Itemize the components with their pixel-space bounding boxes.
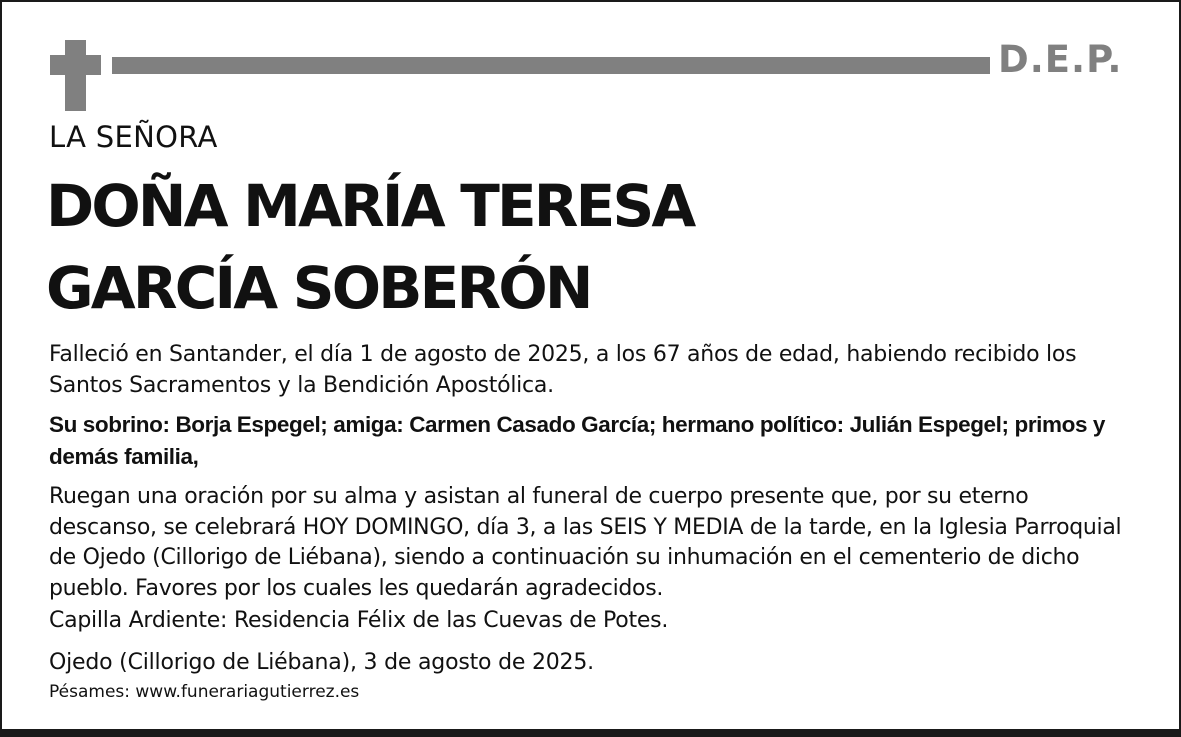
funeral-details: Ruegan una oración por su alma y asistan al funeral de cuerpo presente que, por su eterno descanso, se celebrará HOY DOMINGO, día 3, a las SEIS Y MEDIA de la tarde, en la Iglesia Parroquial de Ojedo (Cillorigo de Liébana), siendo a continuación su inhumación en el cementerio de dicho pueblo. Favores por los cuales les quedarán agradecidos.	[49, 484, 1122, 601]
chapel-info: Capilla Ardiente: Residencia Félix de las Cuevas de Potes.	[49, 608, 669, 633]
dep-label: D.E.P.	[998, 38, 1123, 81]
deceased-name-line1: DOÑA MARÍA TERESA	[46, 172, 694, 240]
header-rule	[112, 57, 990, 74]
place-date: Ojedo (Cillorigo de Liébana), 3 de agosto de 2025.	[49, 650, 594, 675]
family-list: Su sobrino: Borja Espegel; amiga: Carmen Casado García; hermano político: Julián Espegel; primos y demás familia,	[49, 412, 1106, 469]
death-notice: Falleció en Santander, el día 1 de agosto de 2025, a los 67 años de edad, habiendo recibido los Santos Sacramentos y la Bendición Apostólica.	[49, 342, 1077, 398]
cross-icon-arm	[50, 55, 101, 75]
condolences-link: Pésames: www.funerariagutierrez.es	[49, 682, 360, 702]
cross-icon	[65, 40, 86, 111]
honorific: LA SEÑORA	[49, 120, 218, 154]
deceased-name-line2: GARCÍA SOBERÓN	[46, 254, 591, 322]
